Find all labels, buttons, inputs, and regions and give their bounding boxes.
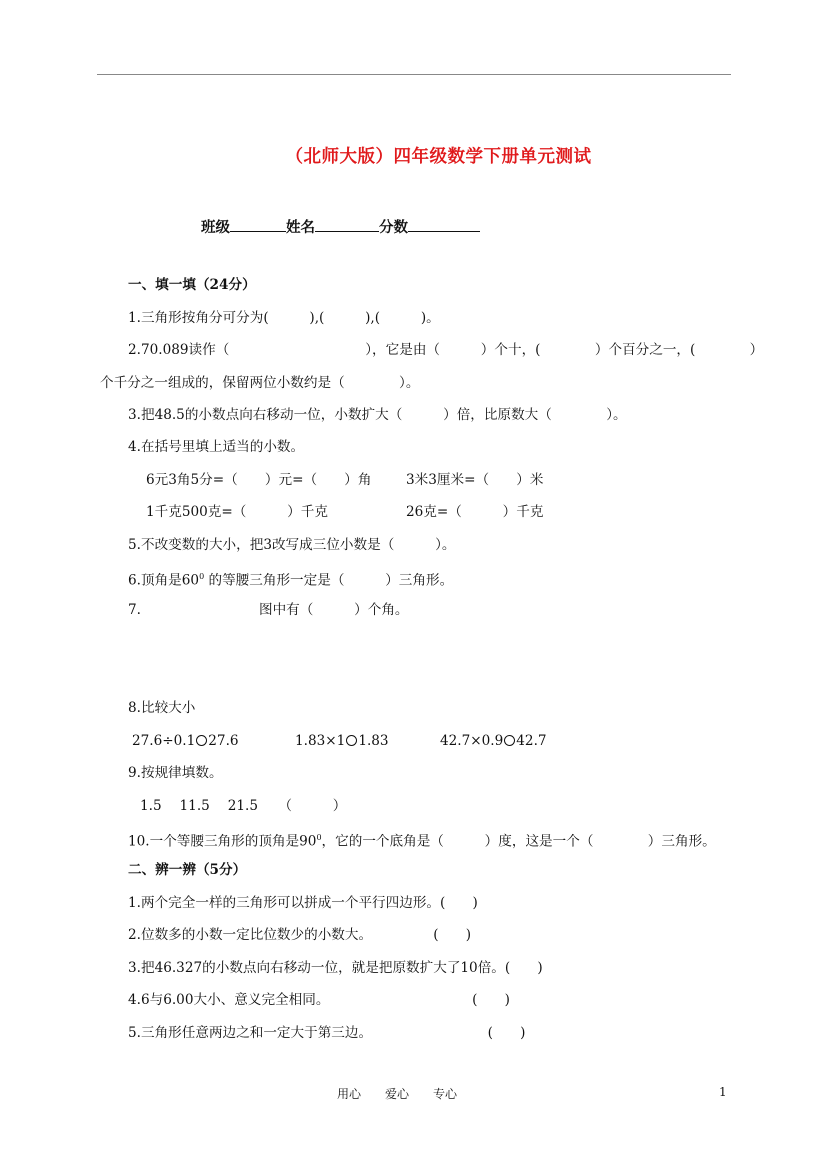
statement-4: 4.6与6.00大小、意义完全相同。 ( ) — [128, 992, 510, 1008]
compare-a-left: 27.6÷0.1 — [132, 733, 196, 749]
question-7-text: 图中有（ ）个角。 — [259, 602, 409, 618]
name-label: 姓名 — [286, 219, 315, 236]
question-4-row1b: 3米3厘米=（ ）米 — [406, 472, 544, 488]
question-4: 4.在括号里填上适当的小数。 — [128, 439, 305, 455]
score-label: 分数 — [379, 219, 408, 236]
compare-c — [440, 732, 547, 750]
compare-circle-b[interactable] — [346, 735, 357, 746]
statement-5: 5.三角形任意两边之和一定大于第三边。 ( ) — [128, 1025, 526, 1041]
statement-1: 1.两个完全一样的三角形可以拼成一个平行四边形。( ) — [128, 895, 478, 911]
question-5: 5.不改变数的大小，把3改写成三位小数是（ ）。 — [128, 537, 456, 553]
footer-text: 用心 爱心 专心 — [337, 1087, 458, 1101]
compare-b — [295, 732, 389, 750]
class-blank — [230, 218, 286, 232]
question-9-sequence: 1.5 11.5 21.5 （ ） — [140, 798, 347, 814]
score-blank — [408, 218, 480, 232]
page-title: （北师大版）四年级数学下册单元测试 — [285, 147, 592, 167]
compare-c-right: 42.7 — [516, 733, 547, 749]
statement-3: 3.把46.327的小数点向右移动一位，就是把原数扩大了10倍。( ) — [128, 960, 543, 976]
question-10 — [128, 829, 716, 851]
question-10-post: ，它的一个底角是（ ）度，这是一个（ ）三角形。 — [321, 833, 716, 850]
header-rule — [97, 74, 731, 75]
question-7-number: 7. — [128, 602, 141, 618]
question-6-pre: 6.顶角是60 — [128, 572, 200, 589]
compare-c-left: 42.7×0.9 — [440, 733, 504, 749]
question-3: 3.把48.5的小数点向右移动一位，小数扩大（ ）倍，比原数大（ ）。 — [128, 407, 627, 423]
question-10-degree: 0 — [316, 833, 322, 842]
question-2-line1: 2.70.089读作（ ），它是由（ ）个十，( ）个百分之一，( ） — [128, 342, 764, 358]
question-2-line2: 个千分之一组成的，保留两位小数约是（ ）。 — [100, 375, 420, 391]
section1-heading: 一、填一填（24分） — [128, 277, 256, 293]
question-4-row2a: 1千克500克=（ ）千克 — [146, 504, 328, 520]
page-number: 1 — [719, 1085, 727, 1099]
compare-circle-c[interactable] — [504, 735, 515, 746]
question-6-post: 的等腰三角形一定是（ ）三角形。 — [208, 572, 454, 589]
compare-a — [132, 732, 239, 750]
question-1: 1.三角形按角分可分为( ),( ),( )。 — [128, 310, 440, 326]
question-4-row2b: 26克=（ ）千克 — [406, 504, 544, 520]
question-6 — [128, 568, 453, 590]
class-label: 班级 — [201, 219, 230, 236]
question-6-degree: 0 — [199, 572, 205, 581]
question-4-row1a: 6元3角5分=（ ）元=（ ）角 — [146, 472, 372, 488]
question-9: 9.按规律填数。 — [128, 765, 223, 781]
question-10-pre: 10.一个等腰三角形的顶角是90 — [128, 833, 317, 850]
question-8: 8.比较大小 — [128, 700, 196, 716]
compare-a-right: 27.6 — [208, 733, 239, 749]
statement-2: 2.位数多的小数一定比位数少的小数大。 ( ) — [128, 927, 472, 943]
student-info-line — [201, 216, 480, 237]
compare-b-left: 1.83×1 — [295, 733, 346, 749]
name-blank — [315, 218, 379, 232]
section2-heading: 二、辨一辨（5分） — [128, 862, 247, 878]
compare-circle-a[interactable] — [196, 735, 207, 746]
compare-b-right: 1.83 — [358, 733, 389, 749]
